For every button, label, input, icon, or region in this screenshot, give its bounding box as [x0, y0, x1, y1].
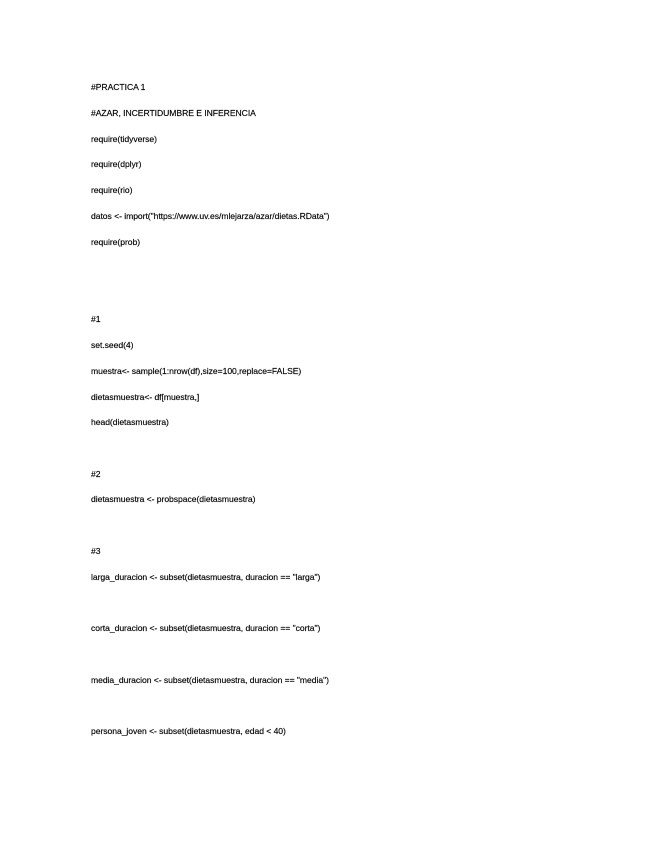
code-line: require(rio)	[91, 185, 133, 195]
code-line: require(tidyverse)	[91, 134, 157, 144]
section-comment-2: #2	[91, 469, 101, 479]
comment-title: #AZAR, INCERTIDUMBRE E INFERENCIA	[91, 108, 256, 118]
code-line: media_duracion <- subset(dietasmuestra, duracion == "media")	[91, 675, 329, 685]
section-comment-3: #3	[91, 546, 101, 556]
code-line: dietasmuestra<- df[muestra,]	[91, 392, 200, 402]
code-line: muestra<- sample(1:nrow(df),size=100,replace=FALSE)	[91, 366, 302, 376]
comment-practica: #PRACTICA 1	[91, 82, 146, 92]
code-line: persona_joven <- subset(dietasmuestra, edad < 40)	[91, 726, 286, 736]
code-line: head(dietasmuestra)	[91, 417, 169, 427]
code-line: larga_duracion <- subset(dietasmuestra, duracion == "larga")	[91, 572, 321, 582]
code-line: datos <- import("https://www.uv.es/mlejarza/azar/dietas.RData")	[91, 211, 330, 221]
code-line: dietasmuestra <- probspace(dietasmuestra)	[91, 494, 256, 504]
code-line: set.seed(4)	[91, 340, 134, 350]
code-line: corta_duracion <- subset(dietasmuestra, duracion == "corta")	[91, 623, 321, 633]
code-line: require(prob)	[91, 237, 141, 247]
code-line: require(dplyr)	[91, 159, 142, 169]
section-comment-1: #1	[91, 314, 101, 324]
